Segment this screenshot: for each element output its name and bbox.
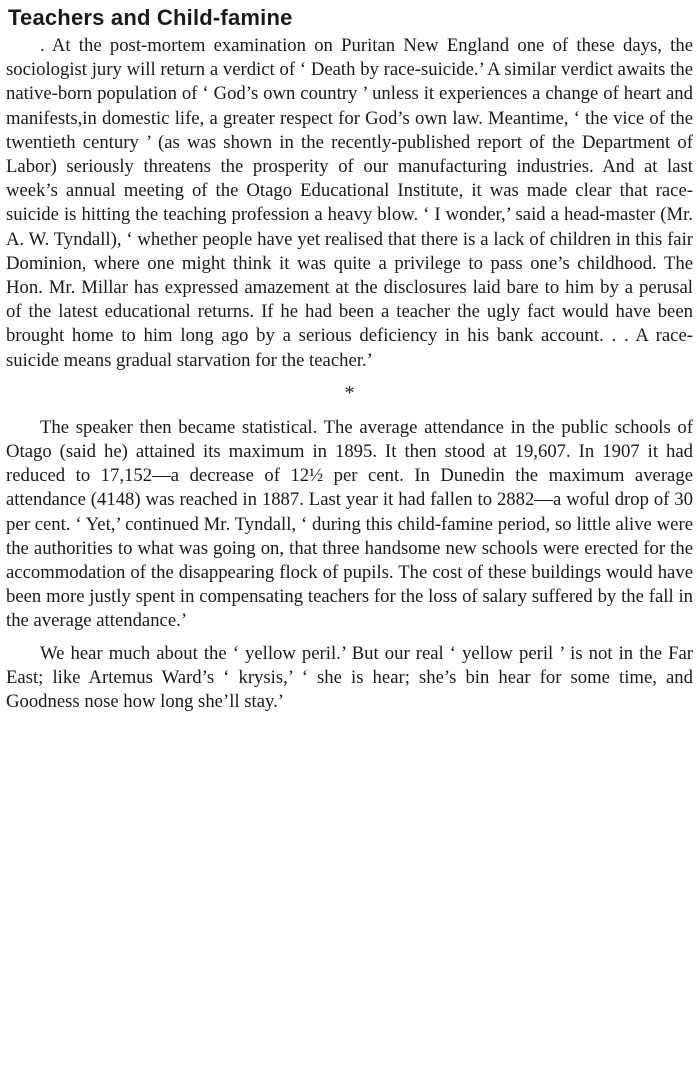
article-paragraph-2: The speaker then became statistical. The average attendance in the public schools of Otago (said he) attained its maximum in 1895. It then stood at 19,607. In 1907 it had reduced to 17,152—a decrease of 12½ per cent. In Dunedin the maximum average attendance (4148) was reached in 1887. Last year it had fallen to 2882—a woful drop of 30 per cent. ‘ Yet,’ continued Mr. Tyndall, ‘ during this child-famine period, so little alive were the authorities to what was going on, that three handsome new schools were erected for the accommodation of the disappearing flock of pupils. The cost of these buildings would have been more justly spent in compensating teachers for the loss of salary suffered by the fall in the average attendance.’: [6, 416, 693, 632]
paragraph-gap: [6, 634, 693, 642]
article-paragraph-3: We hear much about the ‘ yellow peril.’ But our real ‘ yellow peril ’ is not in the Far East; like Artemus Ward’s ‘ krysis,’ ‘ she is hear; she’s bin hear for some time, and Goodness nose how long she’ll stay.’: [6, 642, 693, 713]
article-paragraph-1: . At the post-mortem examination on Puritan New England one of these days, the sociologist jury will return a verdict of ‘ Death by race-suicide.’ A similar verdict awaits the native-born population of ‘ God’s own country ’ unless it experiences a change of heart and manifests,in domestic life, a greater respect for God’s own law. Meantime, ‘ the vice of the twentieth century ’ (as was shown in the recently-published report of the Department of Labor) seriously threatens the prosperity of our manufacturing industries. And at last week’s annual meeting of the Otago Educational Institute, it was made clear that race-suicide is hitting the teaching profession a heavy blow. ‘ I wonder,’ said a head-master (Mr. A. W. Tyndall), ‘ whether people have yet realised that there is a lack of children in this fair Dominion, where one might think it was quite a privilege to pass one’s childhood. The Hon. Mr. Millar has expressed amazement at the disclosures laid bare to him by a perusal of the latest educational returns. If he had been a teacher the ugly fact would have been brought home to him long ago by a serious deficiency in his bank account. . . A race-suicide means gradual starvation for the teacher.’: [6, 35, 693, 371]
article-title: Teachers and Child-famine: [8, 5, 293, 30]
section-separator: *: [344, 381, 355, 404]
